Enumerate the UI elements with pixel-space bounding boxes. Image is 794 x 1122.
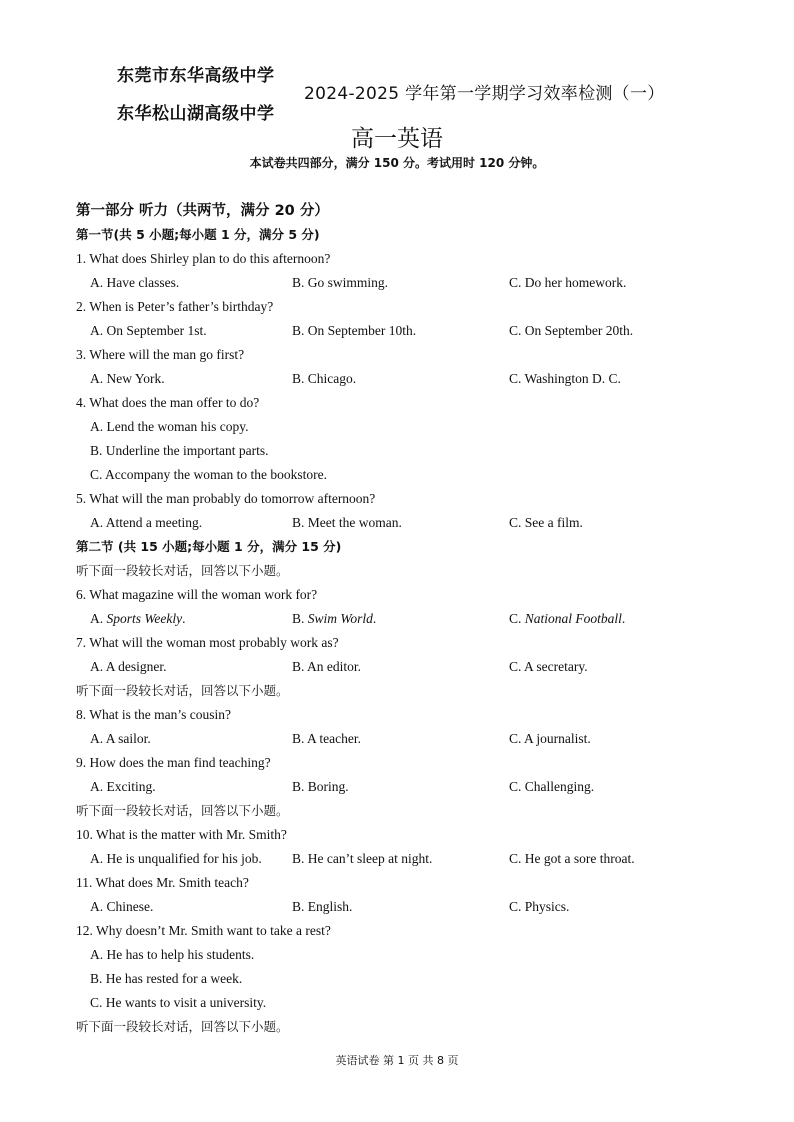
option-b: B. Meet the woman. xyxy=(292,515,402,530)
options-3 xyxy=(76,367,756,391)
option-label: B. xyxy=(292,611,308,626)
option-c: C. He got a sore throat. xyxy=(509,851,635,866)
option-label: A. xyxy=(90,611,107,626)
option-b: B. He has rested for a week. xyxy=(90,971,243,986)
option-b: B. On September 10th. xyxy=(292,323,417,338)
option-a: A. Have classes. xyxy=(90,275,180,290)
question-7: 7. What will the woman most probably work as? xyxy=(76,635,339,650)
magazine-title: Sports Weekly xyxy=(106,611,183,626)
option-c: C. Do her homework. xyxy=(509,275,627,290)
option-a: A. Chinese. xyxy=(90,899,154,914)
question-10: 10. What is the matter with Mr. Smith? xyxy=(76,827,287,842)
option-c: C. See a film. xyxy=(509,515,583,530)
part-1-title: 第一部分 听力（共两节，满分 20 分） xyxy=(76,203,329,219)
subject-title: 高一英语 xyxy=(351,126,443,152)
option-c: C. A journalist. xyxy=(509,731,591,746)
dialogue-instruction: 听下面一段较长对话，回答以下小题。 xyxy=(76,563,289,578)
option-c: C. Challenging. xyxy=(509,779,595,794)
exam-title: 2024-2025 学年第一学期学习效率检测（一） xyxy=(304,84,665,104)
options-11 xyxy=(76,895,756,919)
section-1-title: 第一节(共 5 小题;每小题 1 分，满分 5 分) xyxy=(76,227,320,242)
options-7 xyxy=(76,655,756,679)
question-4: 4. What does the man offer to do? xyxy=(76,395,260,410)
option-c: C. He wants to visit a university. xyxy=(90,995,267,1010)
option-a: A. A designer. xyxy=(90,659,167,674)
magazine-title: National Football xyxy=(524,611,622,626)
school-name-1: 东莞市东华高级中学 xyxy=(117,66,275,86)
options-9 xyxy=(76,775,756,799)
options-2 xyxy=(76,319,756,343)
option-c: C. On September 20th. xyxy=(509,323,634,338)
option-b: B. Underline the important parts. xyxy=(90,443,269,458)
question-11: 11. What does Mr. Smith teach? xyxy=(76,875,249,890)
dialogue-instruction: 听下面一段较长对话，回答以下小题。 xyxy=(76,803,289,818)
option-suffix: . xyxy=(621,611,626,626)
magazine-title: Swim World xyxy=(307,611,373,626)
options-10 xyxy=(76,847,756,871)
page-footer: 英语试卷 第 1 页 共 8 页 xyxy=(335,1054,459,1067)
option-a: A. He has to help his students. xyxy=(90,947,255,962)
question-3: 3. Where will the man go first? xyxy=(76,347,245,362)
options-5 xyxy=(76,511,756,535)
option-b: B. An editor. xyxy=(292,659,362,674)
option-b: B. A teacher. xyxy=(292,731,361,746)
question-9: 9. How does the man find teaching? xyxy=(76,755,271,770)
question-8: 8. What is the man’s cousin? xyxy=(76,707,231,722)
options-8 xyxy=(76,727,756,751)
question-1: 1. What does Shirley plan to do this afternoon? xyxy=(76,251,331,266)
option-label: C. xyxy=(509,611,525,626)
exam-content xyxy=(76,199,756,1039)
option-b: B. He can’t sleep at night. xyxy=(292,851,433,866)
question-6: 6. What magazine will the woman work for? xyxy=(76,587,318,602)
option-b: B. Go swimming. xyxy=(292,275,389,290)
option-b: B. Boring. xyxy=(292,779,349,794)
option-c xyxy=(509,607,625,631)
dialogue-instruction: 听下面一段较长对话，回答以下小题。 xyxy=(76,1019,289,1034)
question-12: 12. Why doesn’t Mr. Smith want to take a rest? xyxy=(76,923,331,938)
option-b xyxy=(292,607,376,631)
options-6 xyxy=(76,607,756,631)
question-5: 5. What will the man probably do tomorrow afternoon? xyxy=(76,491,376,506)
option-a: A. Lend the woman his copy. xyxy=(90,419,249,434)
options-1 xyxy=(76,271,756,295)
option-c: C. Washington D. C. xyxy=(509,371,621,386)
option-suffix: . xyxy=(182,611,186,626)
option-a: A. On September 1st. xyxy=(90,323,207,338)
option-a: A. A sailor. xyxy=(90,731,151,746)
question-2: 2. When is Peter’s father’s birthday? xyxy=(76,299,274,314)
option-a: A. Attend a meeting. xyxy=(90,515,203,530)
school-name-2: 东华松山湖高级中学 xyxy=(117,104,275,124)
option-c: C. Physics. xyxy=(509,899,570,914)
dialogue-instruction: 听下面一段较长对话，回答以下小题。 xyxy=(76,683,289,698)
exam-intro: 本试卷共四部分，满分 150 分。考试用时 120 分钟。 xyxy=(249,156,545,170)
option-b: B. English. xyxy=(292,899,353,914)
option-c: C. A secretary. xyxy=(509,659,588,674)
option-b: B. Chicago. xyxy=(292,371,357,386)
option-c: C. Accompany the woman to the bookstore. xyxy=(90,467,327,482)
option-suffix: . xyxy=(372,611,377,626)
option-a: A. Exciting. xyxy=(90,779,156,794)
option-a: A. New York. xyxy=(90,371,165,386)
option-a xyxy=(90,607,185,631)
option-a: A. He is unqualified for his job. xyxy=(90,851,262,866)
section-2-title: 第二节 (共 15 小题;每小题 1 分，满分 15 分) xyxy=(76,539,342,554)
